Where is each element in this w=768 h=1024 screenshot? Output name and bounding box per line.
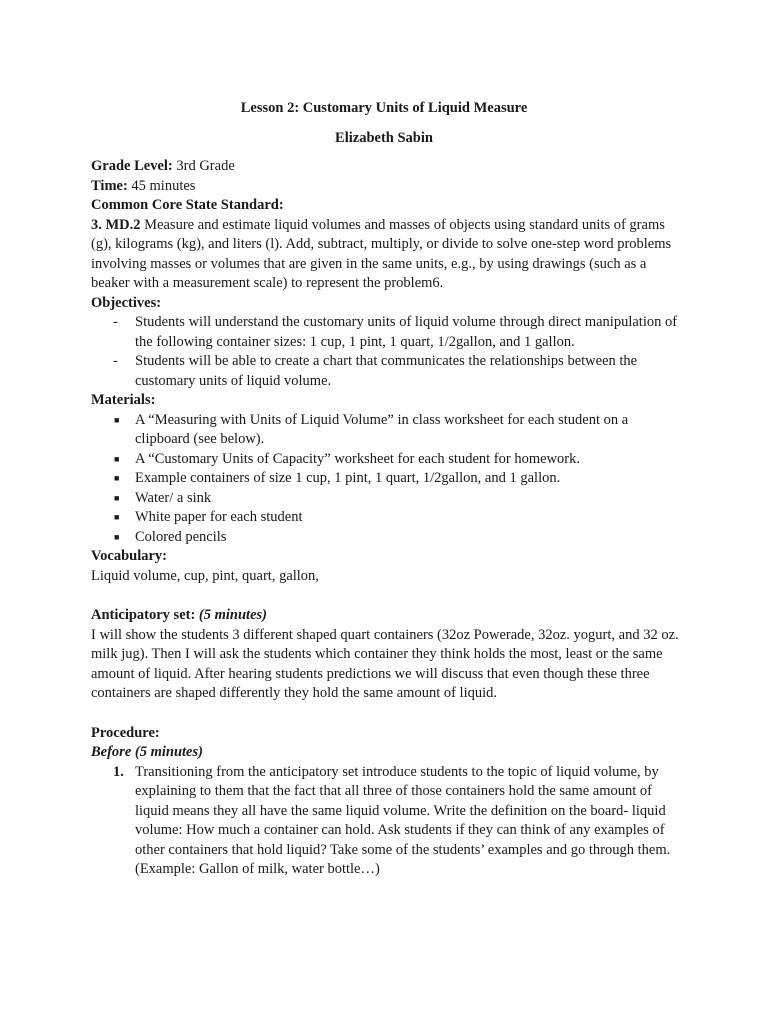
time-value: 45 minutes bbox=[127, 177, 196, 194]
procedure-heading: Procedure: bbox=[91, 724, 160, 741]
objective-text: Students will understand the customary units of liquid volume through direct manipulation of the following container sizes: 1 cup, 1 pint, 1 quart, 1/2gallon, and 1 gallon. bbox=[135, 314, 678, 350]
dash-marker: - bbox=[113, 314, 118, 330]
step-number: 1. bbox=[113, 763, 124, 780]
step-text: Transitioning from the anticipatory set introduce students to the topic of liquid volume, by explaining to them that the fact that all three of those containers hold the same amount of liquid means they all have the same liquid volume. Write the definition on the board- liquid volume: How much a container can hold. Ask students if they can think of any examples of other containers that hold liquid? Take some of the students’ examples and go through them. (Example: Gallon of milk, water bottle…) bbox=[135, 763, 671, 877]
material-item bbox=[91, 508, 686, 528]
material-item bbox=[91, 469, 686, 489]
materials-heading: Materials: bbox=[91, 392, 156, 408]
material-text: Water/ a sink bbox=[135, 489, 212, 506]
objective-text: Students will be able to create a chart that communicates the relationships between the customary units of liquid volume. bbox=[135, 353, 638, 389]
objective-item bbox=[91, 352, 686, 391]
vocabulary-heading: Vocabulary: bbox=[91, 548, 167, 564]
standard-code: 3. MD.2 bbox=[91, 216, 141, 233]
grade-level-line bbox=[91, 157, 686, 177]
bullet-icon: ■ bbox=[114, 512, 120, 522]
standard-paragraph bbox=[91, 216, 686, 294]
anticipatory-time: (5 minutes) bbox=[195, 607, 267, 623]
anticipatory-text: I will show the students 3 different shaped quart containers (32oz Powerade, 32oz. yogurt, and 32 oz. milk jug). Then I will ask the students which container they think holds the most, least or the same amount of liquid. After hearing students predictions we will discuss that even though these three containers are shaped differently they hold the same amount of liquid. bbox=[91, 626, 679, 701]
spacer bbox=[91, 586, 686, 606]
bullet-icon: ■ bbox=[114, 414, 120, 425]
material-text: Colored pencils bbox=[135, 528, 227, 545]
procedure-steps bbox=[91, 763, 686, 880]
grade-level-label: Grade Level: bbox=[91, 158, 173, 174]
grade-level-value: 3rd Grade bbox=[172, 158, 235, 174]
time-line bbox=[91, 177, 686, 197]
anticipatory-heading bbox=[91, 606, 686, 626]
objectives-heading: Objectives: bbox=[91, 294, 162, 311]
procedure-step bbox=[91, 763, 686, 880]
bullet-icon: ■ bbox=[114, 531, 120, 542]
dash-marker: - bbox=[113, 353, 118, 369]
standard-heading: Common Core State Standard: bbox=[91, 197, 284, 213]
bullet-icon: ■ bbox=[114, 453, 120, 464]
lesson-title: Lesson 2: Customary Units of Liquid Measure bbox=[240, 100, 528, 116]
material-text: White paper for each student bbox=[135, 509, 303, 525]
before-heading: Before (5 minutes) bbox=[91, 744, 203, 760]
material-text: Example containers of size 1 cup, 1 pint, 1 quart, 1/2gallon, and 1 gallon. bbox=[135, 470, 561, 486]
bullet-icon: ■ bbox=[114, 492, 120, 503]
material-item bbox=[91, 489, 686, 509]
bullet-icon: ■ bbox=[114, 473, 120, 483]
author-name: Elizabeth Sabin bbox=[335, 130, 433, 146]
material-text: A “Customary Units of Capacity” worksheet for each student for homework. bbox=[135, 450, 580, 467]
anticipatory-label: Anticipatory set: bbox=[91, 607, 196, 623]
objective-item bbox=[91, 313, 686, 352]
spacer bbox=[91, 704, 686, 724]
materials-list bbox=[91, 411, 686, 548]
material-item bbox=[91, 411, 686, 450]
material-text: A “Measuring with Units of Liquid Volume” in class worksheet for each student on a clipboard (see below). bbox=[135, 411, 629, 447]
vocabulary-text: Liquid volume, cup, pint, quart, gallon, bbox=[91, 567, 319, 584]
time-label: Time: bbox=[91, 177, 128, 194]
lesson-body bbox=[91, 157, 686, 880]
objectives-list bbox=[91, 313, 686, 391]
material-item bbox=[91, 450, 686, 470]
material-item bbox=[91, 528, 686, 548]
standard-text: Measure and estimate liquid volumes and masses of objects using standard units of grams (g), kilograms (kg), and liters (l). Add, subtract, multiply, or divide to solve one-step word problems involving masses or volumes that are given in the same units, e.g., by using drawings (such as a beaker with a measurement scale) to represent the problem6. bbox=[91, 216, 672, 291]
